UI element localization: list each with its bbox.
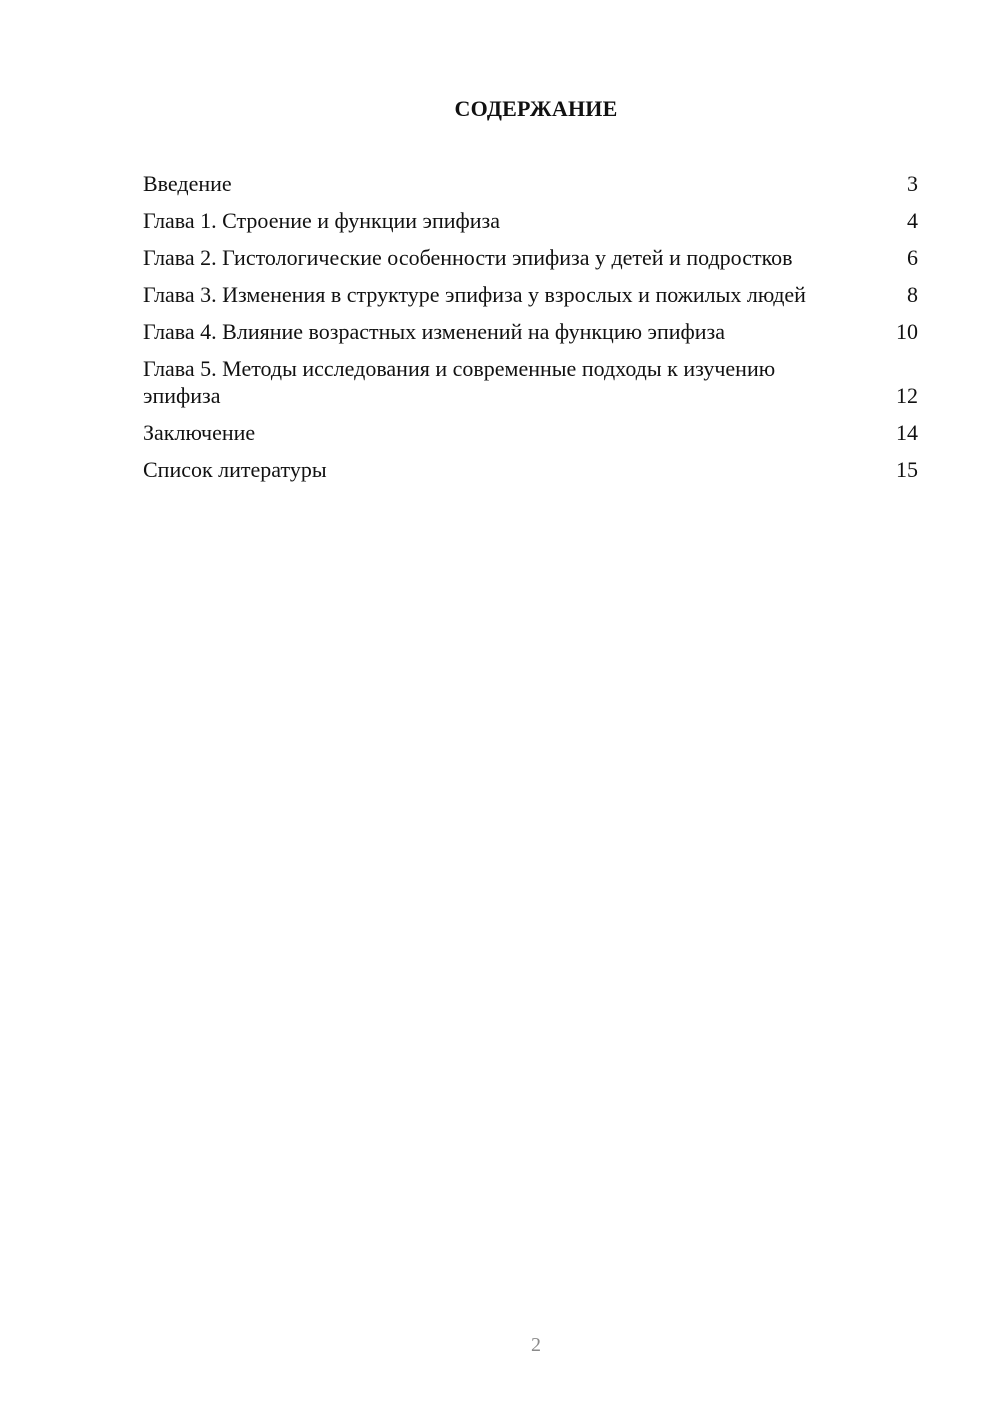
- toc-entry-chapter-4[interactable]: [143, 318, 918, 345]
- toc-entry-text: Глава 2. Гистологические особенности эпифиза у детей и подростков: [143, 245, 793, 270]
- toc-entry-page: 6: [907, 245, 918, 270]
- toc-entry-text: Глава 3. Изменения в структуре эпифиза у взрослых и пожилых людей: [143, 282, 806, 307]
- toc-entry-page: 8: [907, 282, 918, 307]
- toc-entry-text: Глава 1. Строение и функции эпифиза: [143, 208, 501, 233]
- toc-entry-text: Глава 5. Методы исследования и современные подходы к изучению эпифиза: [143, 356, 776, 408]
- toc-entry-conclusion[interactable]: [143, 419, 918, 446]
- toc-entry-page: 3: [907, 171, 918, 196]
- toc-entry-text: Глава 4. Влияние возрастных изменений на функцию эпифиза: [143, 319, 726, 344]
- page-number: 2: [531, 1334, 541, 1356]
- toc-entry-chapter-1[interactable]: [143, 207, 918, 234]
- toc-entry-page: 14: [896, 420, 918, 445]
- toc-entry-introduction[interactable]: [143, 170, 918, 197]
- toc-entry-page: 10: [896, 319, 918, 344]
- toc-entry-chapter-3[interactable]: [143, 281, 918, 308]
- toc-entry-references[interactable]: [143, 456, 918, 483]
- toc-entry-text: Список литературы: [143, 457, 327, 482]
- toc-entry-chapter-5[interactable]: [143, 355, 918, 409]
- toc-entry-text: Введение: [143, 171, 232, 196]
- table-of-contents: [143, 170, 918, 493]
- toc-entry-text: Заключение: [143, 420, 256, 445]
- toc-entry-page: 4: [907, 208, 918, 233]
- toc-entry-chapter-2[interactable]: [143, 244, 918, 271]
- toc-entry-page: 12: [896, 383, 918, 408]
- toc-entry-page: 15: [896, 457, 918, 482]
- toc-title: СОДЕРЖАНИЕ: [454, 96, 618, 121]
